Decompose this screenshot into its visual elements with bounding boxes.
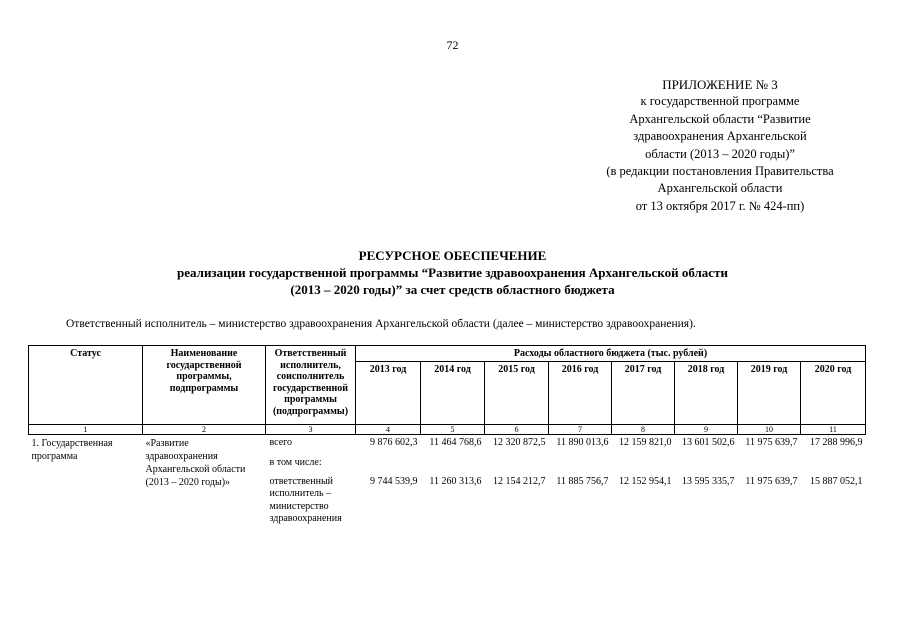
table-cell-value: 9 876 602,3 xyxy=(370,436,418,448)
column-numbers-row xyxy=(29,424,866,434)
appendix-line: Архангельской области “Развитие xyxy=(629,111,811,126)
appendix-line: от 13 октября 2017 г. № 424-пп) xyxy=(635,198,805,213)
column-number: 6 xyxy=(485,424,549,434)
row-program-name: «Развитие здравоохранения Архангельской области (2013 – 2020 годы)» xyxy=(145,437,246,488)
column-number: 9 xyxy=(675,424,738,434)
appendix-line: к государственной программе xyxy=(640,94,800,109)
page-number: 72 xyxy=(446,38,459,52)
table-cell-value: 11 975 639,7 xyxy=(745,436,798,448)
table-cell-value: 9 744 539,9 xyxy=(370,475,418,487)
table-cell-value: 15 887 052,1 xyxy=(810,475,863,487)
header-year: 2015 год xyxy=(485,361,549,424)
column-number: 11 xyxy=(801,424,866,434)
header-year: 2016 год xyxy=(549,361,612,424)
table-cell-value: 12 159 821,0 xyxy=(619,436,672,448)
column-number: 8 xyxy=(612,424,675,434)
table-cell-value: 12 154 212,7 xyxy=(493,475,546,487)
column-number: 2 xyxy=(143,424,266,434)
appendix-title: ПРИЛОЖЕНИЕ № 3 xyxy=(662,77,778,92)
header-executor: Ответственный исполнитель, соисполнитель государственной программы (подпрограммы) xyxy=(266,346,356,425)
header-year: 2018 год xyxy=(675,361,738,424)
table-cell-value: 13 595 335,7 xyxy=(682,475,735,487)
table-cell-value: 11 975 639,7 xyxy=(745,475,798,487)
table-row xyxy=(29,434,866,449)
header-expenses: Расходы областного бюджета (тыс. рублей) xyxy=(356,346,866,362)
column-number: 3 xyxy=(266,424,356,434)
table-cell-value: 13 601 502,6 xyxy=(682,436,735,448)
row-executor: ответственный исполнитель – министерство здравоохранения xyxy=(269,475,342,524)
column-number: 10 xyxy=(738,424,801,434)
header-name: Наименование государственной программы, подпрограммы xyxy=(143,346,266,425)
table-cell-value: 11 890 013,6 xyxy=(556,436,609,448)
appendix-line: (в редакции постановления Правительства xyxy=(606,164,834,179)
header-row xyxy=(29,346,866,362)
table-cell-value: 12 152 954,1 xyxy=(619,475,672,487)
document-heading xyxy=(0,247,905,298)
table-cell-value: 11 464 768,6 xyxy=(429,436,482,448)
header-year: 2014 год xyxy=(421,361,485,424)
responsible-executor-note: Ответственный исполнитель – министерство здравоохранения Архангельской области (далее – министерство здравоохранения). xyxy=(66,318,696,330)
appendix-line: Архангельской области xyxy=(657,181,783,196)
column-number: 1 xyxy=(29,424,143,434)
table-cell-value: 11 260 313,6 xyxy=(429,475,482,487)
row-executor: в том числе: xyxy=(269,457,322,468)
header-year: 2020 год xyxy=(801,361,866,424)
appendix-line: области (2013 – 2020 годы)” xyxy=(645,146,795,161)
heading-title: РЕСУРСНОЕ ОБЕСПЕЧЕНИЕ xyxy=(358,248,547,263)
header-status: Статус xyxy=(29,346,143,425)
heading-line: реализации государственной программы “Развитие здравоохранения Архангельской области xyxy=(177,265,728,280)
table-cell-value: 11 885 756,7 xyxy=(556,475,609,487)
column-number: 5 xyxy=(421,424,485,434)
header-year: 2019 год xyxy=(738,361,801,424)
heading-line: (2013 – 2020 годы)” за счет средств областного бюджета xyxy=(290,282,615,297)
appendix-block xyxy=(560,76,880,215)
header-year: 2017 год xyxy=(612,361,675,424)
row-status: 1. Государственная программа xyxy=(31,437,113,462)
table-cell-value: 12 320 872,5 xyxy=(493,436,546,448)
appendix-line: здравоохранения Архангельской xyxy=(633,129,807,144)
resource-table xyxy=(28,345,866,526)
header-year: 2013 год xyxy=(356,361,421,424)
column-number: 4 xyxy=(356,424,421,434)
row-executor: всего xyxy=(269,436,293,448)
column-number: 7 xyxy=(549,424,612,434)
table-cell-value: 17 288 996,9 xyxy=(810,436,863,448)
